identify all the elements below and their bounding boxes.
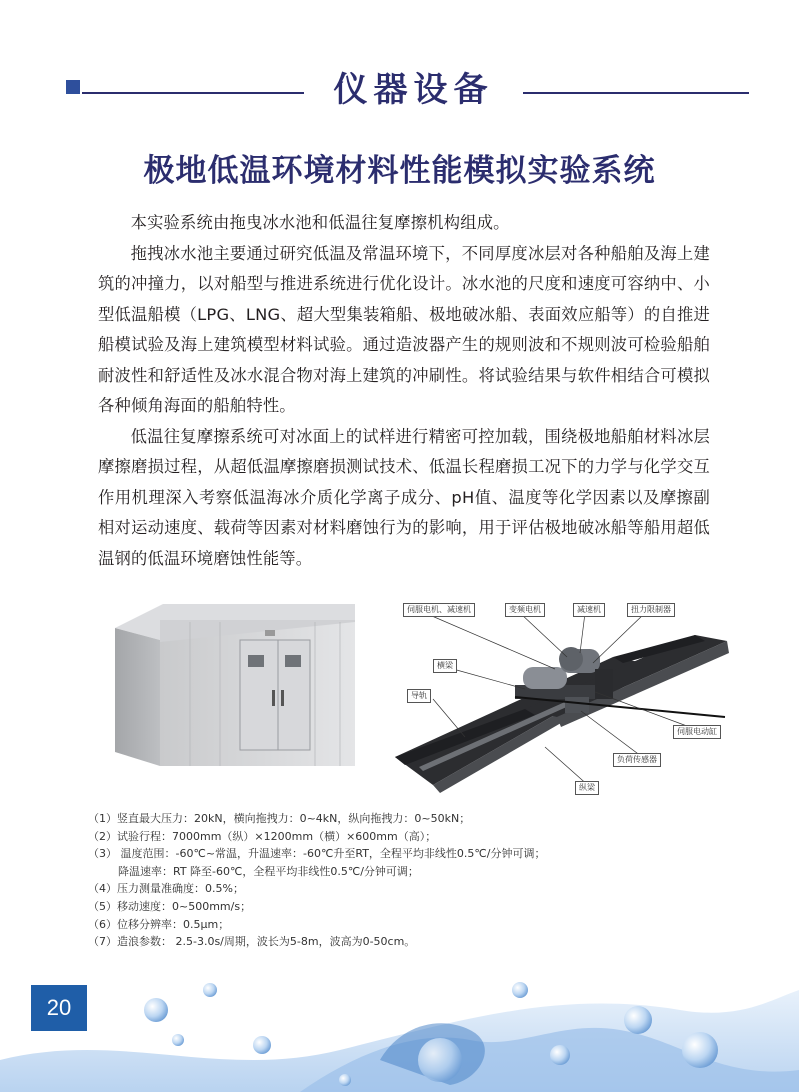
header-square-icon: [66, 80, 80, 94]
paragraph-intro: 本实验系统由拖曳冰水池和低温往复摩擦机构组成。: [130, 213, 510, 232]
header-rule-left: [82, 92, 304, 94]
spec-item: （1）竖直最大压力：20kN，横向拖拽力：0~4kN，纵向拖拽力：0~50kN；: [88, 812, 471, 825]
label-crossbeam: 横梁: [433, 659, 457, 673]
paragraph-ice-tank: 拖拽冰水池主要通过研究低温及常温环境下，不同厚度冰层对各种船舶及海上建筑的冲撞力，以对船型与推进系统进行优化设计。冰水池的尺度和速度可容纳中、小型低温船模（LPG、LNG、超大型集装箱船、极地破冰船、表面效应船等）的自推进船模试验及海上建筑模型材料试验。通过造波器产生的规则波和不规则波可检验船舶耐波性和舒适性及冰水混合物对海上建筑的冲刷性。将试验结果与软件相结合可模拟各种倾角海面的船舶特性。: [98, 243, 710, 415]
spec-item: 降温速率：RT 降至-60℃，全程平均非线性0.5℃/分钟可调；: [118, 864, 419, 878]
spec-item: （5）移动速度：0~500mm/s；: [88, 899, 252, 913]
spec-item: （6）位移分辨率：0.5μm；: [88, 917, 230, 931]
water-splash-decoration: [0, 930, 799, 1092]
label-longitudinal-beam: 纵梁: [575, 781, 599, 795]
header-rule-right: [523, 92, 749, 94]
label-servo-motor-reducer: 伺服电机、减速机: [403, 603, 475, 617]
label-reducer: 减速机: [573, 603, 605, 617]
body-text: [98, 208, 710, 574]
label-vf-motor: 变频电机: [505, 603, 545, 617]
spec-item: （3） 温度范围：-60℃~常温，升温速率：-60℃升至RT，全程平均非线性0.5℃/分钟可调；: [88, 847, 546, 861]
spec-item: （2）试验行程：7000mm（纵）×1200mm（横）×600mm（高）；: [88, 829, 437, 843]
page-title: 极地低温环境材料性能模拟实验系统: [143, 153, 656, 189]
label-servo-cylinder: 伺服电动缸: [673, 725, 721, 739]
spec-item: （4）压力测量准确度：0.5%；: [88, 882, 244, 896]
page-number: 20: [31, 985, 87, 1031]
label-torque-limiter: 扭力限制器: [627, 603, 675, 617]
label-guide-rail: 导轨: [407, 689, 431, 703]
spec-item: （7）造浪参数： 2.5-3.0s/周期，波长为5-8m，波高为0-50cm。: [88, 935, 416, 949]
section-title: 仪器设备: [333, 70, 494, 110]
friction-mechanism-diagram: [395, 597, 730, 797]
label-load-sensor: 负荷传感器: [613, 753, 661, 767]
cold-chamber-image: [115, 600, 355, 766]
paragraph-friction: 低温往复摩擦系统可对冰面上的试样进行精密可控加载，围绕极地船舶材料冰层摩擦磨损过程，从超低温摩擦磨损测试技术、低温长程磨损工况下的力学与化学交互作用机理深入考察低温海冰介质化学离子成分、pH值、温度等化学因素以及摩擦副相对运动速度、载荷等因素对材料磨蚀行为的影响，用于评估极地破冰船等船用超低温钢的低温环境磨蚀性能等。: [98, 426, 710, 568]
